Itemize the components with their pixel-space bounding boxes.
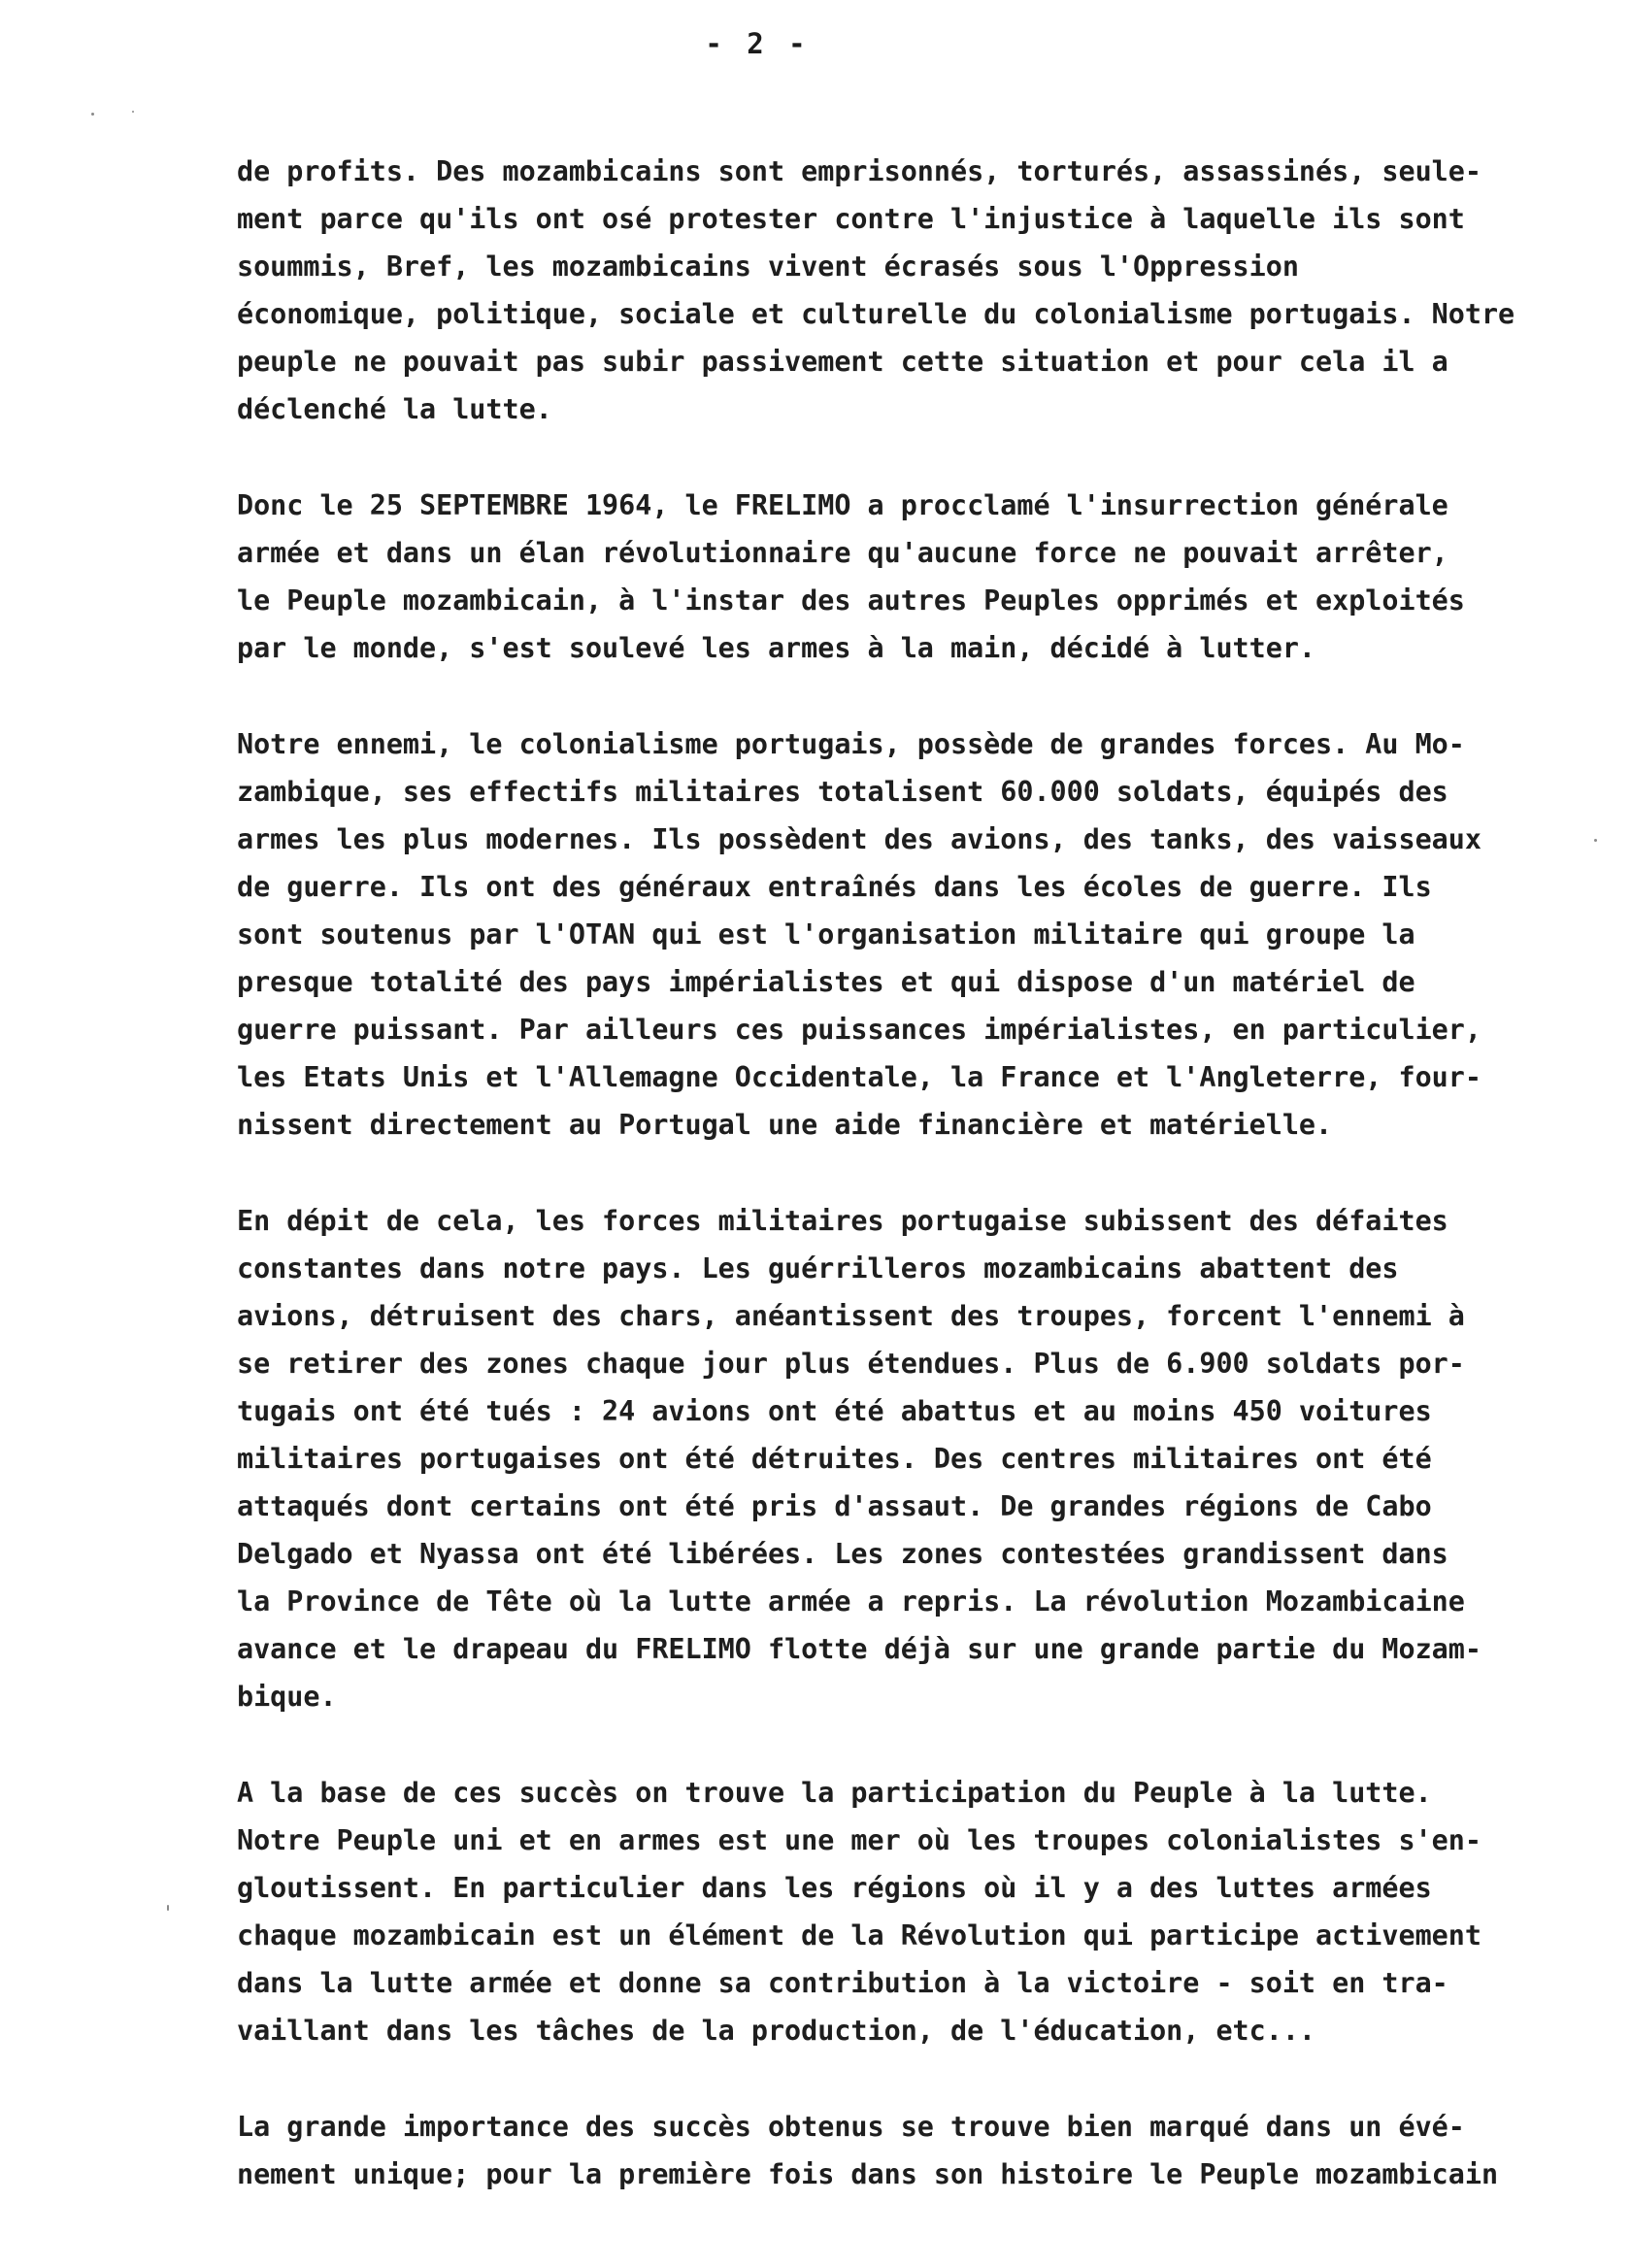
text-line: constantes dans notre pays. Les guérrilleros mozambicains abattent des [237, 1252, 1399, 1284]
paragraph-6 [237, 2103, 1615, 2198]
text-line: de guerre. Ils ont des généraux entraînés dans les écoles de guerre. Ils [237, 871, 1432, 903]
text-line: zambique, ses effectifs militaires totalisent 60.000 soldats, équipés des [237, 776, 1448, 808]
text-line: nissent directement au Portugal une aide financière et matérielle. [237, 1109, 1333, 1141]
text-line: presque totalité des pays impérialistes et qui dispose d'un matériel de [237, 966, 1415, 998]
document-body [237, 148, 1615, 2247]
scan-speck [167, 1905, 169, 1911]
text-line: les Etats Unis et l'Allemagne Occidentale, la France et l'Angleterre, four- [237, 1061, 1481, 1093]
text-line: économique, politique, sociale et culturelle du colonialisme portugais. Notre [237, 298, 1515, 330]
text-line: soummis, Bref, les mozambicains vivent écrasés sous l'Oppression [237, 250, 1299, 283]
page-number: - 2 - [705, 27, 810, 60]
text-line: A la base de ces succès on trouve la participation du Peuple à la lutte. [237, 1777, 1432, 1809]
text-line: avance et le drapeau du FRELIMO flotte déjà sur une grande partie du Mozam- [237, 1633, 1481, 1665]
text-line: tugais ont été tués : 24 avions ont été abattus et au moins 450 voitures [237, 1395, 1432, 1427]
text-line: se retirer des zones chaque jour plus étendues. Plus de 6.900 soldats por- [237, 1348, 1465, 1380]
paragraph-2 [237, 482, 1615, 672]
text-line: ment parce qu'ils ont osé protester contre l'injustice à laquelle ils sont [237, 203, 1465, 235]
text-line: le Peuple mozambicain, à l'instar des autres Peuples opprimés et exploités [237, 584, 1465, 617]
text-line: peuple ne pouvait pas subir passivement cette situation et pour cela il a [237, 346, 1448, 378]
scan-speck [1594, 839, 1597, 842]
text-line: nement unique; pour la première fois dans son histoire le Peuple mozambicain [237, 2158, 1499, 2190]
paragraph-4 [237, 1197, 1615, 1720]
text-line: En dépit de cela, les forces militaires portugaise subissent des défaites [237, 1205, 1448, 1237]
text-line: attaqués dont certains ont été pris d'assaut. De grandes régions de Cabo [237, 1490, 1432, 1522]
text-line: Delgado et Nyassa ont été libérées. Les zones contestées grandissent dans [237, 1538, 1448, 1570]
paragraph-3 [237, 720, 1615, 1149]
text-line: chaque mozambicain est un élément de la Révolution qui participe activement [237, 1919, 1481, 1951]
text-line: la Province de Tête où la lutte armée a repris. La révolution Mozambicaine [237, 1585, 1465, 1618]
text-line: gloutissent. En particulier dans les régions où il y a des luttes armées [237, 1872, 1432, 1904]
text-line: bique. [237, 1681, 337, 1713]
text-line: guerre puissant. Par ailleurs ces puissances impérialistes, en particulier, [237, 1014, 1481, 1046]
text-line: de profits. Des mozambicains sont emprisonnés, torturés, assassinés, seule- [237, 155, 1481, 187]
text-line: militaires portugaises ont été détruites. Des centres militaires ont été [237, 1443, 1432, 1475]
text-line: Donc le 25 SEPTEMBRE 1964, le FRELIMO a procclamé l'insurrection générale [237, 489, 1448, 521]
text-line: vaillant dans les tâches de la production, de l'éducation, etc... [237, 2015, 1316, 2047]
text-line: Notre Peuple uni et en armes est une mer où les troupes colonialistes s'en- [237, 1824, 1481, 1856]
text-line: Notre ennemi, le colonialisme portugais, possède de grandes forces. Au Mo- [237, 728, 1465, 760]
scan-speck [132, 111, 134, 113]
paragraph-1 [237, 148, 1615, 433]
scan-speck [91, 113, 94, 116]
text-line: déclenché la lutte. [237, 393, 552, 425]
text-line: sont soutenus par l'OTAN qui est l'organisation militaire qui groupe la [237, 918, 1415, 951]
text-line: La grande importance des succès obtenus se trouve bien marqué dans un évé- [237, 2111, 1465, 2143]
text-line: armée et dans un élan révolutionnaire qu'aucune force ne pouvait arrêter, [237, 537, 1448, 569]
text-line: par le monde, s'est soulevé les armes à la main, décidé à lutter. [237, 632, 1316, 664]
text-line: armes les plus modernes. Ils possèdent des avions, des tanks, des vaisseaux [237, 823, 1481, 855]
text-line: dans la lutte armée et donne sa contribution à la victoire - soit en tra- [237, 1967, 1448, 1999]
text-line: avions, détruisent des chars, anéantissent des troupes, forcent l'ennemi à [237, 1300, 1465, 1332]
paragraph-5 [237, 1769, 1615, 2054]
